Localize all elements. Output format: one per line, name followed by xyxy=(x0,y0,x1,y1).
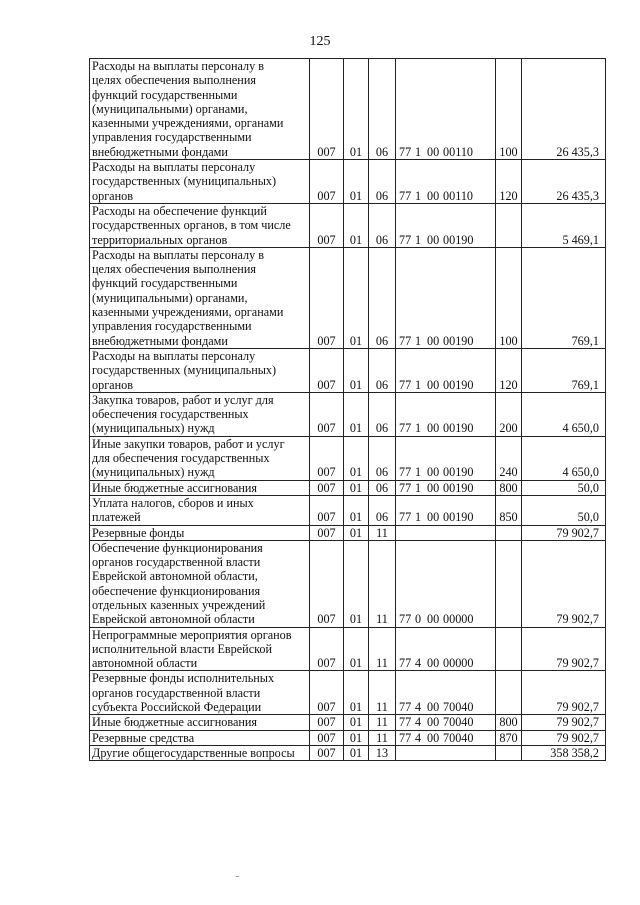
target-article-part: 00 xyxy=(427,715,440,730)
expense-name-cell xyxy=(90,495,310,525)
section-code-cell: 01 xyxy=(344,436,369,480)
amount-cell: 358 358,2 xyxy=(522,745,606,760)
target-article-part: 00190 xyxy=(443,377,474,392)
table-row xyxy=(90,348,606,392)
ministry-code-cell: 007 xyxy=(310,348,344,392)
expense-type-cell: 800 xyxy=(496,480,522,495)
expense-type-cell: 120 xyxy=(496,160,522,204)
expense-name-line: обеспечения государственных xyxy=(92,407,249,422)
target-article-part: 4 xyxy=(415,656,422,671)
target-article-part: 00190 xyxy=(443,465,474,480)
table-row xyxy=(90,203,606,247)
expense-name-line: автономной области xyxy=(92,656,198,671)
expense-name-cell xyxy=(90,715,310,730)
expense-name-line: Расходы на выплаты персоналу в xyxy=(92,247,264,262)
expense-type-cell xyxy=(496,525,522,540)
expense-name-line: Иные бюджетные ассигнования xyxy=(92,715,258,730)
target-article-part: 00 xyxy=(427,656,440,671)
target-article-cell xyxy=(396,495,496,525)
target-article-part: 00 xyxy=(427,421,440,436)
subsection-code-cell: 11 xyxy=(369,730,396,745)
table-row xyxy=(90,59,606,160)
target-article-part: 70040 xyxy=(443,700,474,715)
ministry-code-cell: 007 xyxy=(310,627,344,671)
target-article-cell xyxy=(396,480,496,495)
subsection-code-cell: 06 xyxy=(369,59,396,160)
section-code-cell: 01 xyxy=(344,59,369,160)
table-row xyxy=(90,436,606,480)
subsection-code-cell: 11 xyxy=(369,627,396,671)
target-article-part: 4 xyxy=(415,730,422,745)
ministry-code-cell: 007 xyxy=(310,745,344,760)
target-article-cell xyxy=(396,671,496,715)
subsection-code-cell: 06 xyxy=(369,160,396,204)
amount-cell: 50,0 xyxy=(522,480,606,495)
target-article-part: 4 xyxy=(415,700,422,715)
expense-name-line: Закупка товаров, работ и услуг для xyxy=(92,392,274,407)
expense-name-line: Расходы на выплаты персоналу в xyxy=(92,59,264,73)
target-article-part: 1 xyxy=(415,480,422,495)
target-article-part: 00 xyxy=(427,465,440,480)
target-article-part: 00000 xyxy=(443,612,474,627)
section-code-cell: 01 xyxy=(344,715,369,730)
section-code-cell: 01 xyxy=(344,671,369,715)
amount-cell: 79 902,7 xyxy=(522,671,606,715)
subsection-code-cell: 06 xyxy=(369,495,396,525)
expense-name-line: государственных (муниципальных) xyxy=(92,174,277,189)
target-article-cell xyxy=(396,715,496,730)
target-article-part: 1 xyxy=(415,188,422,203)
subsection-code-cell: 06 xyxy=(369,392,396,436)
expense-name-line: Резервные фонды исполнительных xyxy=(92,671,275,686)
expense-name-line: целях обеспечения выполнения xyxy=(92,262,256,277)
ministry-code-cell: 007 xyxy=(310,59,344,160)
expense-name-line: государственных органов, в том числе xyxy=(92,218,291,233)
ministry-code-cell: 007 xyxy=(310,203,344,247)
expense-name-line: управления государственными xyxy=(92,319,252,334)
target-article-part: 1 xyxy=(415,377,422,392)
table-row xyxy=(90,392,606,436)
target-article-part: 77 xyxy=(399,730,412,745)
target-article-part: 00000 xyxy=(443,656,474,671)
expense-name-line: Еврейской автономной области, xyxy=(92,569,258,584)
table-row xyxy=(90,671,606,715)
expense-type-cell: 100 xyxy=(496,247,522,348)
ministry-code-cell: 007 xyxy=(310,392,344,436)
amount-cell: 79 902,7 xyxy=(522,525,606,540)
expense-type-cell xyxy=(496,540,522,627)
expense-name-cell xyxy=(90,730,310,745)
expense-name-line: (муниципальных) нужд xyxy=(92,421,215,436)
subsection-code-cell: 06 xyxy=(369,203,396,247)
subsection-code-cell: 06 xyxy=(369,348,396,392)
expense-type-cell xyxy=(496,203,522,247)
section-code-cell: 01 xyxy=(344,480,369,495)
target-article-cell xyxy=(396,540,496,627)
target-article-cell xyxy=(396,745,496,760)
amount-cell: 50,0 xyxy=(522,495,606,525)
section-code-cell: 01 xyxy=(344,203,369,247)
table-row xyxy=(90,247,606,348)
target-article-part: 70040 xyxy=(443,715,474,730)
section-code-cell: 01 xyxy=(344,627,369,671)
target-article-part: 00190 xyxy=(443,232,474,247)
budget-table-body xyxy=(90,59,606,761)
ministry-code-cell: 007 xyxy=(310,525,344,540)
expense-name-line: органов государственной власти xyxy=(92,555,261,570)
target-article-part: 00190 xyxy=(443,510,474,525)
expense-name-line: Непрограммные мероприятия органов xyxy=(92,627,292,642)
expense-name-cell xyxy=(90,480,310,495)
target-article-part: 00 xyxy=(427,377,440,392)
amount-cell: 79 902,7 xyxy=(522,715,606,730)
ministry-code-cell: 007 xyxy=(310,247,344,348)
target-article-part: 77 xyxy=(399,421,412,436)
target-article-part: 1 xyxy=(415,510,422,525)
amount-cell: 5 469,1 xyxy=(522,203,606,247)
expense-name-cell xyxy=(90,247,310,348)
expense-name-line: внебюджетными фондами xyxy=(92,333,228,348)
expense-name-line: Расходы на выплаты персоналу xyxy=(92,160,256,175)
expense-name-line: Иные бюджетные ассигнования xyxy=(92,480,258,495)
scan-artifact xyxy=(236,876,239,877)
expense-name-cell xyxy=(90,348,310,392)
table-row xyxy=(90,480,606,495)
subsection-code-cell: 11 xyxy=(369,525,396,540)
target-article-cell xyxy=(396,627,496,671)
expense-name-line: целях обеспечения выполнения xyxy=(92,73,256,88)
target-article-part: 00 xyxy=(427,700,440,715)
expense-name-line: Резервные средства xyxy=(92,730,195,745)
target-article-part: 00 xyxy=(427,188,440,203)
amount-cell: 79 902,7 xyxy=(522,730,606,745)
expense-name-line: Расходы на выплаты персоналу xyxy=(92,348,256,363)
target-article-part: 77 xyxy=(399,232,412,247)
budget-table xyxy=(89,58,606,761)
target-article-part: 1 xyxy=(415,333,422,348)
expense-name-line: казенными учреждениями, органами xyxy=(92,116,284,131)
expense-name-cell xyxy=(90,436,310,480)
target-article-cell xyxy=(396,730,496,745)
amount-cell: 769,1 xyxy=(522,348,606,392)
expense-name-line: отдельных казенных учреждений xyxy=(92,597,266,612)
target-article-part: 77 xyxy=(399,188,412,203)
table-row xyxy=(90,495,606,525)
section-code-cell: 01 xyxy=(344,392,369,436)
expense-name-line: органов xyxy=(92,377,133,392)
target-article-part: 70040 xyxy=(443,730,474,745)
expense-type-cell xyxy=(496,745,522,760)
subsection-code-cell: 06 xyxy=(369,436,396,480)
expense-name-cell xyxy=(90,59,310,160)
target-article-part: 77 xyxy=(399,612,412,627)
target-article-cell xyxy=(396,436,496,480)
expense-name-line: управления государственными xyxy=(92,130,252,145)
subsection-code-cell: 13 xyxy=(369,745,396,760)
expense-name-line: (муниципальных) нужд xyxy=(92,465,215,480)
expense-name-cell xyxy=(90,627,310,671)
page-number: 125 xyxy=(309,34,331,49)
target-article-cell xyxy=(396,160,496,204)
expense-name-line: функций государственными xyxy=(92,276,238,291)
target-article-part: 4 xyxy=(415,715,422,730)
expense-name-line: государственных (муниципальных) xyxy=(92,363,277,378)
ministry-code-cell: 007 xyxy=(310,715,344,730)
section-code-cell: 01 xyxy=(344,540,369,627)
expense-name-line: казенными учреждениями, органами xyxy=(92,305,284,320)
expense-type-cell: 240 xyxy=(496,436,522,480)
expense-name-line: Расходы на обеспечение функций xyxy=(92,203,267,218)
subsection-code-cell: 11 xyxy=(369,540,396,627)
target-article-part: 00 xyxy=(427,480,440,495)
expense-type-cell: 800 xyxy=(496,715,522,730)
amount-cell: 79 902,7 xyxy=(522,540,606,627)
section-code-cell: 01 xyxy=(344,247,369,348)
target-article-part: 00190 xyxy=(443,333,474,348)
ministry-code-cell: 007 xyxy=(310,160,344,204)
expense-name-cell xyxy=(90,525,310,540)
target-article-cell xyxy=(396,59,496,160)
section-code-cell: 01 xyxy=(344,745,369,760)
subsection-code-cell: 11 xyxy=(369,715,396,730)
target-article-part: 77 xyxy=(399,465,412,480)
expense-name-line: Иные закупки товаров, работ и услуг xyxy=(92,436,285,451)
target-article-part: 77 xyxy=(399,144,412,159)
target-article-part: 1 xyxy=(415,465,422,480)
expense-type-cell: 200 xyxy=(496,392,522,436)
expense-type-cell: 870 xyxy=(496,730,522,745)
expense-name-line: для обеспечения государственных xyxy=(92,451,270,466)
target-article-part: 00 xyxy=(427,730,440,745)
subsection-code-cell: 06 xyxy=(369,247,396,348)
target-article-part: 77 xyxy=(399,333,412,348)
ministry-code-cell: 007 xyxy=(310,495,344,525)
subsection-code-cell: 06 xyxy=(369,480,396,495)
target-article-part: 00 xyxy=(427,333,440,348)
expense-type-cell xyxy=(496,627,522,671)
target-article-part: 77 xyxy=(399,715,412,730)
expense-name-line: функций государственными xyxy=(92,87,238,102)
target-article-part: 77 xyxy=(399,700,412,715)
ministry-code-cell: 007 xyxy=(310,540,344,627)
target-article-part: 00190 xyxy=(443,421,474,436)
expense-name-line: органов xyxy=(92,188,133,203)
table-row xyxy=(90,745,606,760)
target-article-part: 0 xyxy=(415,612,422,627)
table-row xyxy=(90,160,606,204)
target-article-part: 77 xyxy=(399,510,412,525)
expense-name-line: территориальных органов xyxy=(92,232,228,247)
amount-cell: 26 435,3 xyxy=(522,160,606,204)
section-code-cell: 01 xyxy=(344,348,369,392)
expense-name-line: Другие общегосударственные вопросы xyxy=(92,745,295,760)
expense-type-cell xyxy=(496,671,522,715)
expense-name-cell xyxy=(90,392,310,436)
expense-name-cell xyxy=(90,540,310,627)
table-row xyxy=(90,715,606,730)
section-code-cell: 01 xyxy=(344,730,369,745)
target-article-cell xyxy=(396,525,496,540)
target-article-part: 00110 xyxy=(443,144,474,159)
target-article-part: 77 xyxy=(399,377,412,392)
expense-name-line: исполнительной власти Еврейской xyxy=(92,641,273,656)
ministry-code-cell: 007 xyxy=(310,480,344,495)
amount-cell: 79 902,7 xyxy=(522,627,606,671)
expense-type-cell: 850 xyxy=(496,495,522,525)
target-article-part: 00 xyxy=(427,612,440,627)
target-article-part: 1 xyxy=(415,421,422,436)
expense-name-line: Уплата налогов, сборов и иных xyxy=(92,495,254,510)
ministry-code-cell: 007 xyxy=(310,671,344,715)
ministry-code-cell: 007 xyxy=(310,436,344,480)
target-article-cell xyxy=(396,392,496,436)
section-code-cell: 01 xyxy=(344,525,369,540)
subsection-code-cell: 11 xyxy=(369,671,396,715)
amount-cell: 4 650,0 xyxy=(522,436,606,480)
expense-name-cell xyxy=(90,671,310,715)
target-article-cell xyxy=(396,348,496,392)
target-article-part: 77 xyxy=(399,656,412,671)
target-article-part: 00190 xyxy=(443,480,474,495)
target-article-part: 00 xyxy=(427,232,440,247)
expense-name-line: (муниципальными) органами, xyxy=(92,101,248,116)
expense-name-cell xyxy=(90,745,310,760)
target-article-cell xyxy=(396,247,496,348)
section-code-cell: 01 xyxy=(344,160,369,204)
target-article-part: 00 xyxy=(427,144,440,159)
table-row xyxy=(90,525,606,540)
table-row xyxy=(90,627,606,671)
expense-name-line: платежей xyxy=(92,510,141,525)
target-article-part: 1 xyxy=(415,144,422,159)
expense-name-line: Резервные фонды xyxy=(92,525,185,540)
target-article-part: 00110 xyxy=(443,188,474,203)
expense-name-line: субъекта Российской Федерации xyxy=(92,700,262,715)
target-article-part: 00 xyxy=(427,510,440,525)
expense-type-cell: 120 xyxy=(496,348,522,392)
amount-cell: 4 650,0 xyxy=(522,392,606,436)
target-article-cell xyxy=(396,203,496,247)
table-row xyxy=(90,540,606,627)
target-article-part: 77 xyxy=(399,480,412,495)
expense-name-line: Еврейской автономной области xyxy=(92,612,255,627)
expense-name-line: обеспечение функционирования xyxy=(92,583,261,598)
expense-name-cell xyxy=(90,160,310,204)
target-article-part: 1 xyxy=(415,232,422,247)
amount-cell: 769,1 xyxy=(522,247,606,348)
expense-name-cell xyxy=(90,203,310,247)
section-code-cell: 01 xyxy=(344,495,369,525)
table-row xyxy=(90,730,606,745)
amount-cell: 26 435,3 xyxy=(522,59,606,160)
ministry-code-cell: 007 xyxy=(310,730,344,745)
expense-name-line: Обеспечение функционирования xyxy=(92,540,263,555)
expense-name-line: (муниципальными) органами, xyxy=(92,290,248,305)
expense-type-cell: 100 xyxy=(496,59,522,160)
expense-name-line: органов государственной власти xyxy=(92,685,261,700)
expense-name-line: внебюджетными фондами xyxy=(92,144,228,159)
